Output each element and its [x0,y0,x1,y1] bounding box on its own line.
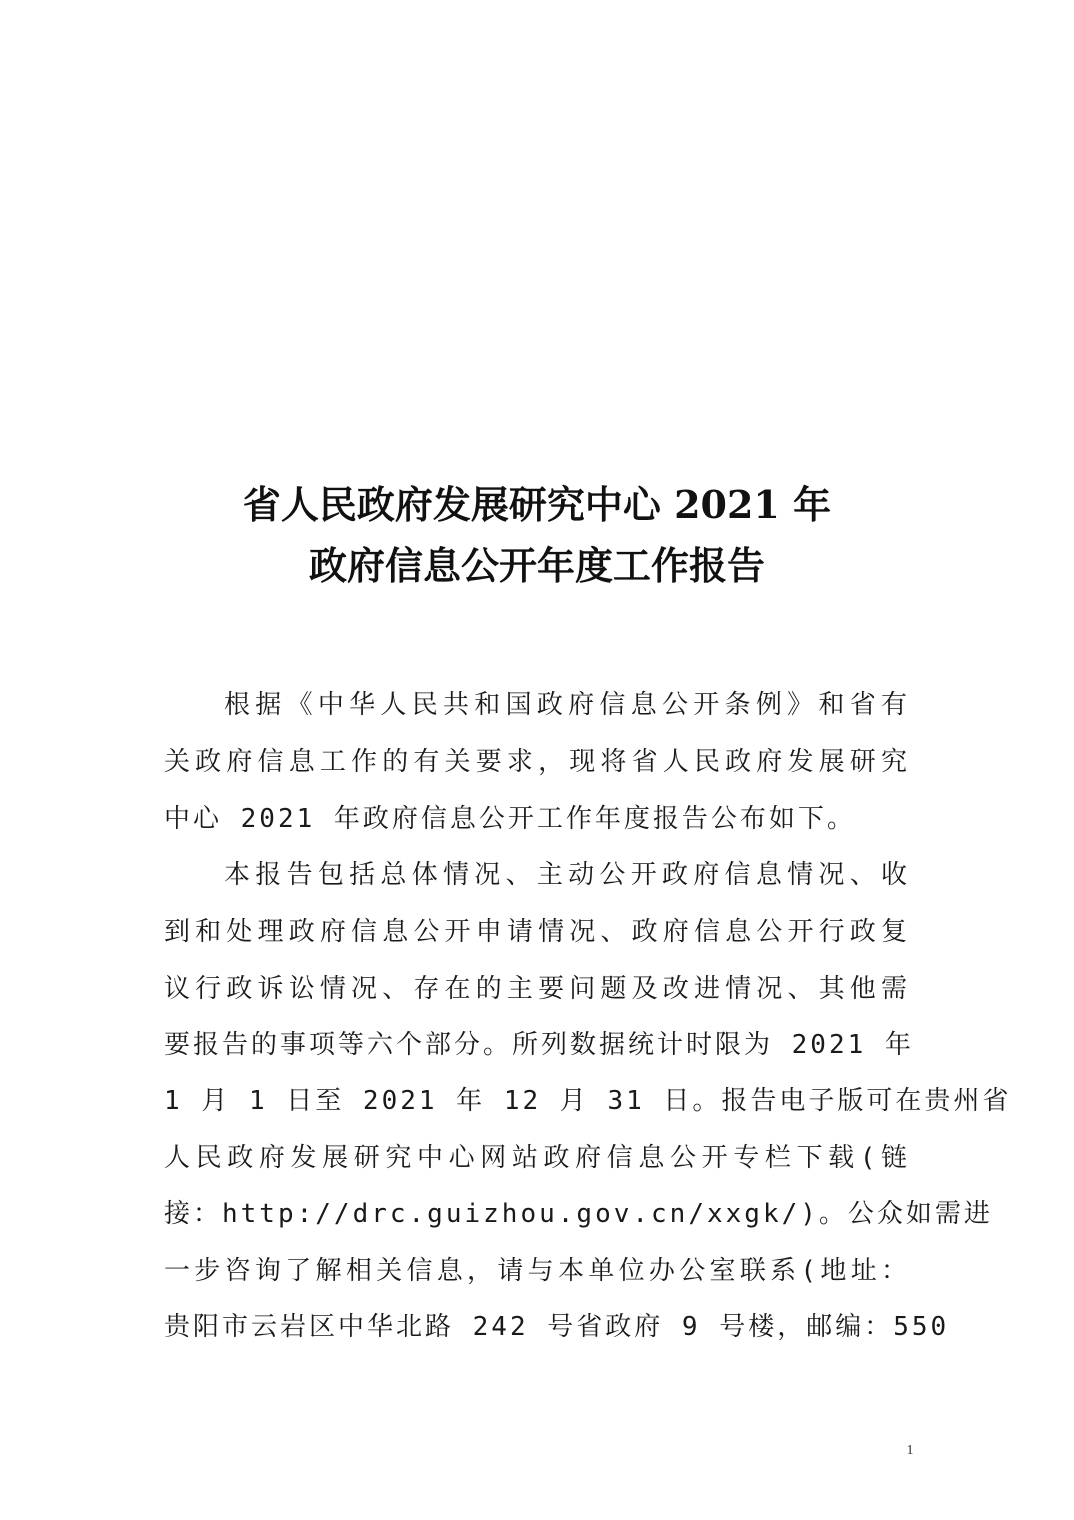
paragraph-2-line-1: 本报告包括总体情况、主动公开政府信息情况、收 [224,860,910,890]
paragraph-1-line-3: 中心 2021 年政府信息公开工作年度报告公布如下。 [164,804,856,834]
paragraph-2-line-2: 到和处理政府信息公开申请情况、政府信息公开行政复 [164,917,910,947]
paragraph-2-line-5: 1 月 1 日至 2021 年 12 月 31 日。报告电子版可在贵州省 [164,1086,1012,1116]
page-number: 1 [906,1443,914,1458]
paragraph-2-line-6: 人民政府发展研究中心网站政府信息公开专栏下载(链 [164,1143,910,1173]
paragraph-2-line-8: 一步咨询了解相关信息，请与本单位办公室联系(地址： [164,1256,910,1286]
paragraph-2-line-7: 接：http://drc.guizhou.gov.cn/xxgk/)。公众如需进 [164,1199,993,1229]
report-title-line-2: 政府信息公开年度工作报告 [308,543,765,588]
paragraph-2-line-4: 要报告的事项等六个部分。所列数据统计时限为 2021 年 [164,1030,914,1060]
report-title-line-1: 省人民政府发展研究中心 2021 年 [242,482,832,527]
paragraph-1-line-1: 根据《中华人民共和国政府信息公开条例》和省有 [224,690,910,720]
paragraph-1-line-2: 关政府信息工作的有关要求，现将省人民政府发展研究 [164,747,910,777]
paragraph-2-line-3: 议行政诉讼情况、存在的主要问题及改进情况、其他需 [164,974,910,1004]
paragraph-2-line-9: 贵阳市云岩区中华北路 242 号省政府 9 号楼，邮编：550 [164,1312,950,1342]
